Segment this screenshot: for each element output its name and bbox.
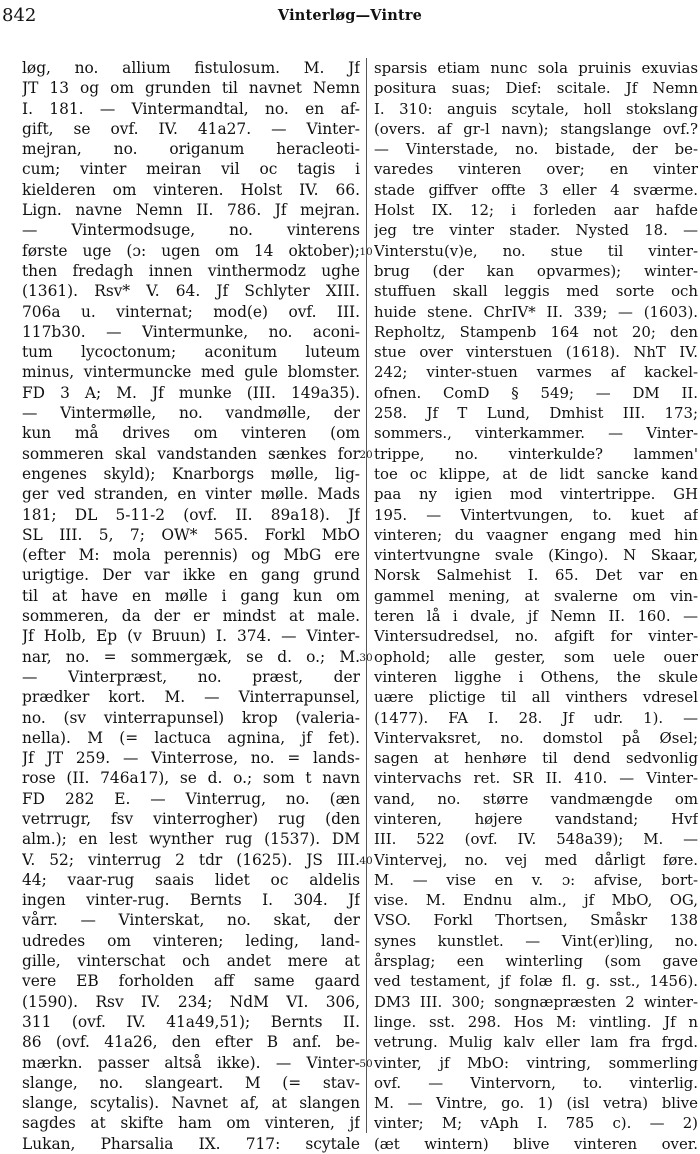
text-line: SL III. 5, 7; OW* 565. Forkl MbO (22, 525, 360, 544)
text-line: uære plictige til all vinthers vdresel (374, 688, 698, 707)
text-line: gammel mening, at svalerne om vin- (374, 586, 698, 605)
text-line: Vintervaksret, no. domstol på Øsel; (374, 728, 698, 747)
text-line: toe oc klippe, at de lidt sancke kand (374, 464, 698, 483)
text-line: 181; DL 5-11-2 (ovf. II. 89a18). Jf (22, 505, 360, 524)
text-line: 258. Jf T Lund, Dmhist III. 173; (374, 404, 698, 423)
text-line: Lign. navne Nemn II. 786. Jf mejran. (22, 201, 360, 220)
text-line: 117b30. — Vintermunke, no. aconi- (22, 322, 360, 341)
text-line: Vinterstu(v)e, no. stue til vinter- (374, 241, 698, 260)
text-line: sparsis etiam nunc sola pruinis exuvias (374, 59, 698, 77)
text-line: (1477). FA I. 28. Jf udr. 1). — (374, 708, 698, 727)
text-line: nar, no. = sommergæk, se d. o.; M. (22, 647, 360, 666)
text-line: vetrrugr, fsv vinterrogher) rug (den (22, 809, 360, 828)
margin-line-number: 40 (359, 854, 373, 867)
text-line: Norsk Salmehist I. 65. Det var en (374, 566, 698, 585)
text-line: cum; vinter meiran vil oc tagis i (22, 160, 360, 179)
text-line: varedes vinteren over; en vinter (374, 160, 698, 179)
text-line: stuffuen skall leggis med sorte och (374, 282, 698, 301)
text-line: III. 522 (ovf. IV. 548a39); M. — (374, 830, 698, 849)
text-line: (efter M: mola perennis) og MbG ere (22, 546, 360, 565)
text-line: I. 181. — Vintermandtal, no. en af- (22, 99, 360, 118)
text-line: sommeren skal vandstanden sænkes for (22, 444, 360, 463)
text-line: huide stene. ChrIV* II. 339; — (1603). (374, 302, 698, 321)
text-line: rose (II. 746a17), se d. o.; som t navn (22, 769, 360, 788)
text-line: vinter; M; vAph I. 785 c). — 2) (374, 1114, 698, 1133)
text-line: årsplag; een winterling (som gave (374, 952, 698, 971)
text-line: (1590). Rsv IV. 234; NdM VI. 306, (22, 992, 360, 1011)
text-line: prædker kort. M. — Vinterrapunsel, (22, 688, 360, 707)
page-header (0, 0, 700, 40)
text-line: Lukan, Pharsalia IX. 717: scytale (22, 1134, 360, 1153)
text-line: V. 52; vinterrug 2 tdr (1625). JS III. (22, 850, 360, 869)
text-line: trippe, no. vinterkulde? lammen' (374, 444, 698, 463)
text-line: paa ny igien mod vintertrippe. GH (374, 485, 698, 504)
text-line: M. — Vintre, go. 1) (isl vetra) blive (374, 1094, 698, 1113)
text-line: synes kunstlet. — Vint(er)ling, no. (374, 931, 698, 950)
text-line: vintertvungne svale (Kingo). N Skaar, (374, 546, 698, 565)
text-line: sommeren, da der er mindst at male. (22, 607, 360, 626)
text-line: M. — vise en v. ɔ: afvise, bort- (374, 870, 698, 889)
page-number: 842 (2, 5, 37, 26)
text-line: vinteren, højere vandstand; Hvf (374, 809, 698, 828)
running-head: Vinterløg—Vintre (277, 7, 423, 24)
text-line: jeg tre vinter stader. Nysted 18. — (374, 221, 698, 240)
text-line: engenes skyld); Knarborgs mølle, lig- (22, 464, 360, 483)
text-line: nella). M (= lactuca agnina, jf fet). (22, 728, 360, 747)
text-line: then fredagh innen vinthermodz ughe (22, 261, 360, 280)
text-line: 311 (ovf. IV. 41a49,51); Bernts II. (22, 1012, 360, 1031)
text-line: mærkn. passer altså ikke). — Vinter- (22, 1053, 360, 1072)
text-line: sagdes at skifte ham om vinteren, jf (22, 1114, 360, 1133)
text-line: — Vinterpræst, no. præst, der (22, 667, 360, 686)
text-line: ingen vinter-rug. Bernts I. 304. Jf (22, 891, 360, 910)
text-line: kun må drives om vinteren (om (22, 424, 360, 443)
text-line: stade giffver offte 3 eller 4 sværme. (374, 180, 698, 199)
text-line: vinteren; du vaagner engang med hin (374, 525, 698, 544)
text-line: vinteren ligghe i Othens, the skule (374, 667, 698, 686)
text-line: positura suas; Dief: scitale. Jf Nemn (374, 79, 698, 98)
text-line: første uge (ɔ: ugen om 14 oktober); (22, 241, 360, 260)
text-line: løg, no. allium fistulosum. M. Jf (22, 59, 360, 77)
text-line: JT 13 og om grunden til navnet Nemn (22, 79, 360, 98)
text-line: linge. sst. 298. Hos M: vintling. Jf n (374, 1012, 698, 1031)
text-line: urigtige. Der var ikke en gang grund (22, 566, 360, 585)
text-line: alm.); en lest wynther rug (1537). DM (22, 830, 360, 849)
text-line: ved testament, jf folæ fl. g. sst., 1456). (374, 972, 698, 991)
text-line: teren lå i dvale, jf Nemn II. 160. — (374, 607, 698, 626)
text-line: vise. M. Endnu alm., jf MbO, OG, (374, 891, 698, 910)
text-line: — Vinterstade, no. bistade, der be- (374, 140, 698, 159)
text-line: VSO. Forkl Thortsen, Småskr 138 (374, 911, 698, 930)
text-line: vintervachs ret. SR II. 410. — Vinter- (374, 769, 698, 788)
text-line: Jf JT 259. — Vinterrose, no. = lands- (22, 749, 360, 768)
text-line: kielderen om vinteren. Holst IV. 66. (22, 180, 360, 199)
text-line: Jf Holb, Ep (v Bruun) I. 374. — Vinter- (22, 627, 360, 646)
text-line: DM3 III. 300; songnæpræsten 2 winter- (374, 992, 698, 1011)
text-line: FD 282 E. — Vinterrug, no. (æn (22, 789, 360, 808)
text-line: slange, no. slangeart. M (= stav- (22, 1073, 360, 1092)
text-line: gift, se ovf. IV. 41a27. — Vinter- (22, 119, 360, 138)
text-line: — Vintermølle, no. vandmølle, der (22, 404, 360, 423)
text-line: vinter, jf MbO: vintring, sommerling (374, 1053, 698, 1072)
text-line: ophold; alle gester, som uele ouer (374, 647, 698, 666)
text-line: stue over vinterstuen (1618). NhT IV. (374, 343, 698, 362)
text-line: gille, vinterschat och andet mere at (22, 952, 360, 971)
text-line: brug (der kan opvarmes); winter- (374, 261, 698, 280)
text-line: vand, no. større vandmængde om (374, 789, 698, 808)
text-line: mejran, no. origanum heracleoti- (22, 140, 360, 159)
text-line: vere EB forholden aff same gaard (22, 972, 360, 991)
text-line: slange, scytalis). Navnet af, at slangen (22, 1094, 360, 1113)
text-line: sagen at henhøre til dend sedvonlig (374, 749, 698, 768)
text-line: sommers., vinterkammer. — Vinter- (374, 424, 698, 443)
text-line: Holst IX. 12; i forleden aar hafde (374, 201, 698, 220)
text-line: udredes om vinteren; leding, land- (22, 931, 360, 950)
text-line: minus, vintermuncke med gule blomster. (22, 363, 360, 382)
margin-line-number: 30 (359, 651, 373, 664)
text-line: ofnen. ComD § 549; — DM II. (374, 383, 698, 402)
left-column (22, 58, 360, 1154)
text-line: vårr. — Vinterskat, no. skat, der (22, 911, 360, 930)
text-line: (æt wintern) blive vinteren over. (374, 1134, 698, 1153)
text-line: 44; vaar-rug saais lidet oc aldelis (22, 870, 360, 889)
text-line: vetrung. Mulig kalv eller lam fra frgd. (374, 1033, 698, 1052)
text-line: — Vintermodsuge, no. vinterens (22, 221, 360, 240)
margin-line-number: 20 (359, 448, 373, 461)
text-line: no. (sv vinterrapunsel) krop (valeria- (22, 708, 360, 727)
text-line: Vintervej, no. vej med dårligt føre. (374, 850, 698, 869)
margin-line-number: 50 (359, 1057, 373, 1070)
column-divider (366, 58, 367, 1133)
text-line: Repholtz, Stampenb 164 not 20; den (374, 322, 698, 341)
text-line: 242; vinter-stuen varmes af kackel- (374, 363, 698, 382)
text-line: (1361). Rsv* V. 64. Jf Schlyter XIII. (22, 282, 360, 301)
text-line: I. 310: anguis scytale, holl stokslang (374, 99, 698, 118)
text-line: til at have en mølle i gang kun om (22, 586, 360, 605)
text-line: (overs. af gr-l navn); stangslange ovf.? (374, 119, 698, 138)
text-line: FD 3 A; M. Jf munke (III. 149a35). (22, 383, 360, 402)
right-column (374, 58, 698, 1154)
text-line: ger ved stranden, en vinter mølle. Mads (22, 485, 360, 504)
text-line: 706a u. vinternat; mod(e) ovf. III. (22, 302, 360, 321)
text-line: ovf. — Vintervorn, to. vinterlig. (374, 1073, 698, 1092)
text-line: tum lycoctonum; aconitum luteum (22, 343, 360, 362)
text-line: 86 (ovf. 41a26, den efter B anf. be- (22, 1033, 360, 1052)
text-line: 195. — Vintertvungen, to. kuet af (374, 505, 698, 524)
margin-line-number: 10 (359, 245, 373, 258)
text-line: Vintersudredsel, no. afgift for vinter- (374, 627, 698, 646)
